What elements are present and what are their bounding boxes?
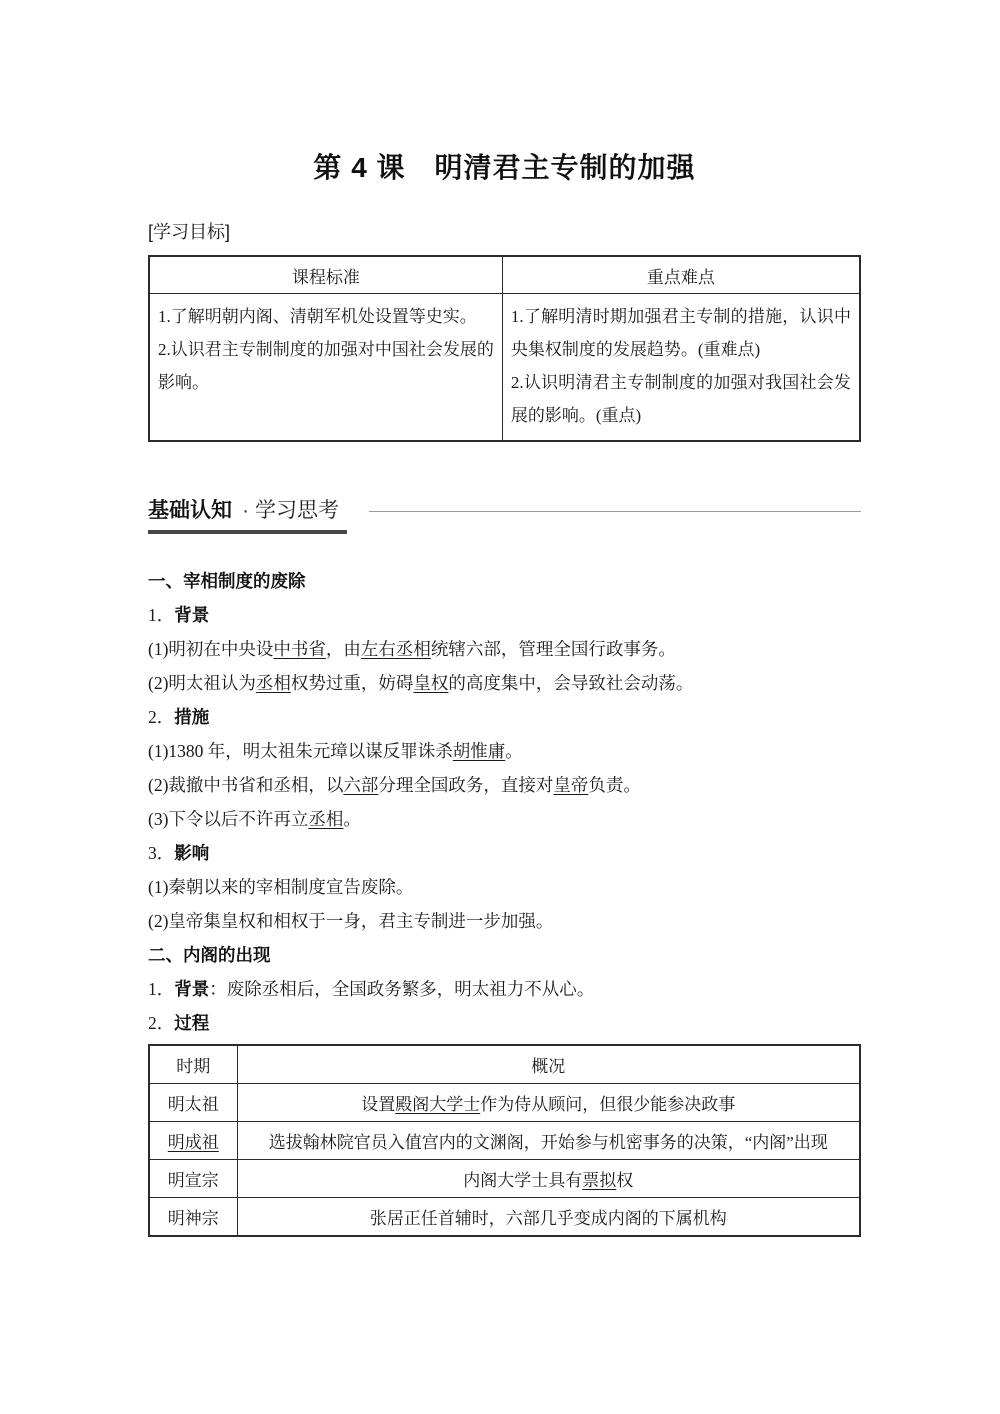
- objectives-table-header-row: [149, 256, 860, 294]
- subheading-process: 2．过程: [148, 1013, 210, 1033]
- para-measures-point-1: (1)1380 年，明太祖朱元璋以谋反罪诛杀胡惟庸。: [148, 741, 523, 761]
- overview-cell: 张居正任首辅时，六部几乎变成内阁的下属机构: [237, 1198, 860, 1237]
- objectives-label: [学习目标]: [148, 222, 231, 242]
- process-table-header-overview: 概况: [237, 1045, 860, 1084]
- process-table-row-taizu: [149, 1084, 860, 1122]
- objectives-standard-cell: 1.了解明朝内阁、清朝军机处设置等史实。 2.认识君主专制制度的加强对中国社会发展的影响。: [149, 294, 502, 442]
- subheading-background-2: 1．背景：废除丞相后，全国政务繁多，明太祖力不从心。: [148, 979, 595, 999]
- process-table-row-xuanzong: [149, 1160, 860, 1198]
- heading-chancellor-abolition: 一、宰相制度的废除: [148, 571, 306, 591]
- para-background-1-point-1: (1)明初在中央设中书省，由左右丞相统辖六部，管理全国行政事务。: [148, 639, 676, 659]
- subheading-background-1: 1．背景: [148, 605, 210, 625]
- objectives-table-body-row: [149, 294, 860, 442]
- para-impact-point-2: (2)皇帝集皇权和相权于一身，君主专制进一步加强。: [148, 911, 554, 931]
- objectives-table-header-standard: 课程标准: [149, 256, 502, 294]
- objectives-table: [148, 255, 861, 442]
- section-band: [148, 498, 861, 534]
- para-impact-point-1: (1)秦朝以来的宰相制度宣告废除。: [148, 877, 414, 897]
- period-cell: 明成祖: [149, 1122, 237, 1160]
- objectives-keypoints-cell: 1.了解明清时期加强君主专制的措施，认识中央集权制度的发展趋势。(重难点) 2.认识明清君主专制制度的加强对我国社会发展的影响。(重点): [502, 294, 860, 442]
- overview-cell: 选拔翰林院官员入值宫内的文渊阁，开始参与机密事务的决策，“内阁”出现: [237, 1122, 860, 1160]
- process-table-row-shenzong: [149, 1198, 860, 1237]
- para-background-1-point-2: (2)明太祖认为丞相权势过重，妨碍皇权的高度集中，会导致社会动荡。: [148, 673, 694, 693]
- para-measures-point-3: (3)下令以后不许再立丞相。: [148, 809, 361, 829]
- process-table-header-row: [149, 1045, 860, 1084]
- period-cell: 明神宗: [149, 1198, 237, 1237]
- section-band-bold-label: 基础认知: [148, 499, 232, 522]
- subheading-measures: 2．措施: [148, 707, 210, 727]
- lesson-title: 第 4 课 明清君主专制的加强: [313, 152, 696, 183]
- heading-cabinet-emergence: 二、内阁的出现: [148, 945, 271, 965]
- process-table-row-chengzu: [149, 1122, 860, 1160]
- overview-cell: 设置殿阁大学士作为侍从顾问，但很少能参决政事: [237, 1084, 860, 1122]
- lesson-body: [148, 564, 861, 1040]
- section-band-rule: [369, 511, 861, 512]
- section-band-dot: ·: [242, 499, 249, 522]
- section-band-text: [148, 498, 347, 534]
- section-band-sub-label: 学习思考: [255, 499, 339, 522]
- cabinet-process-table: [148, 1044, 861, 1237]
- objectives-table-header-keypoints: 重点难点: [502, 256, 860, 294]
- process-table-header-period: 时期: [149, 1045, 237, 1084]
- subheading-impact: 3．影响: [148, 843, 210, 863]
- period-cell: 明太祖: [149, 1084, 237, 1122]
- para-measures-point-2: (2)裁撤中书省和丞相，以六部分理全国政务，直接对皇帝负责。: [148, 775, 641, 795]
- overview-cell: 内阁大学士具有票拟权: [237, 1160, 860, 1198]
- period-cell: 明宣宗: [149, 1160, 237, 1198]
